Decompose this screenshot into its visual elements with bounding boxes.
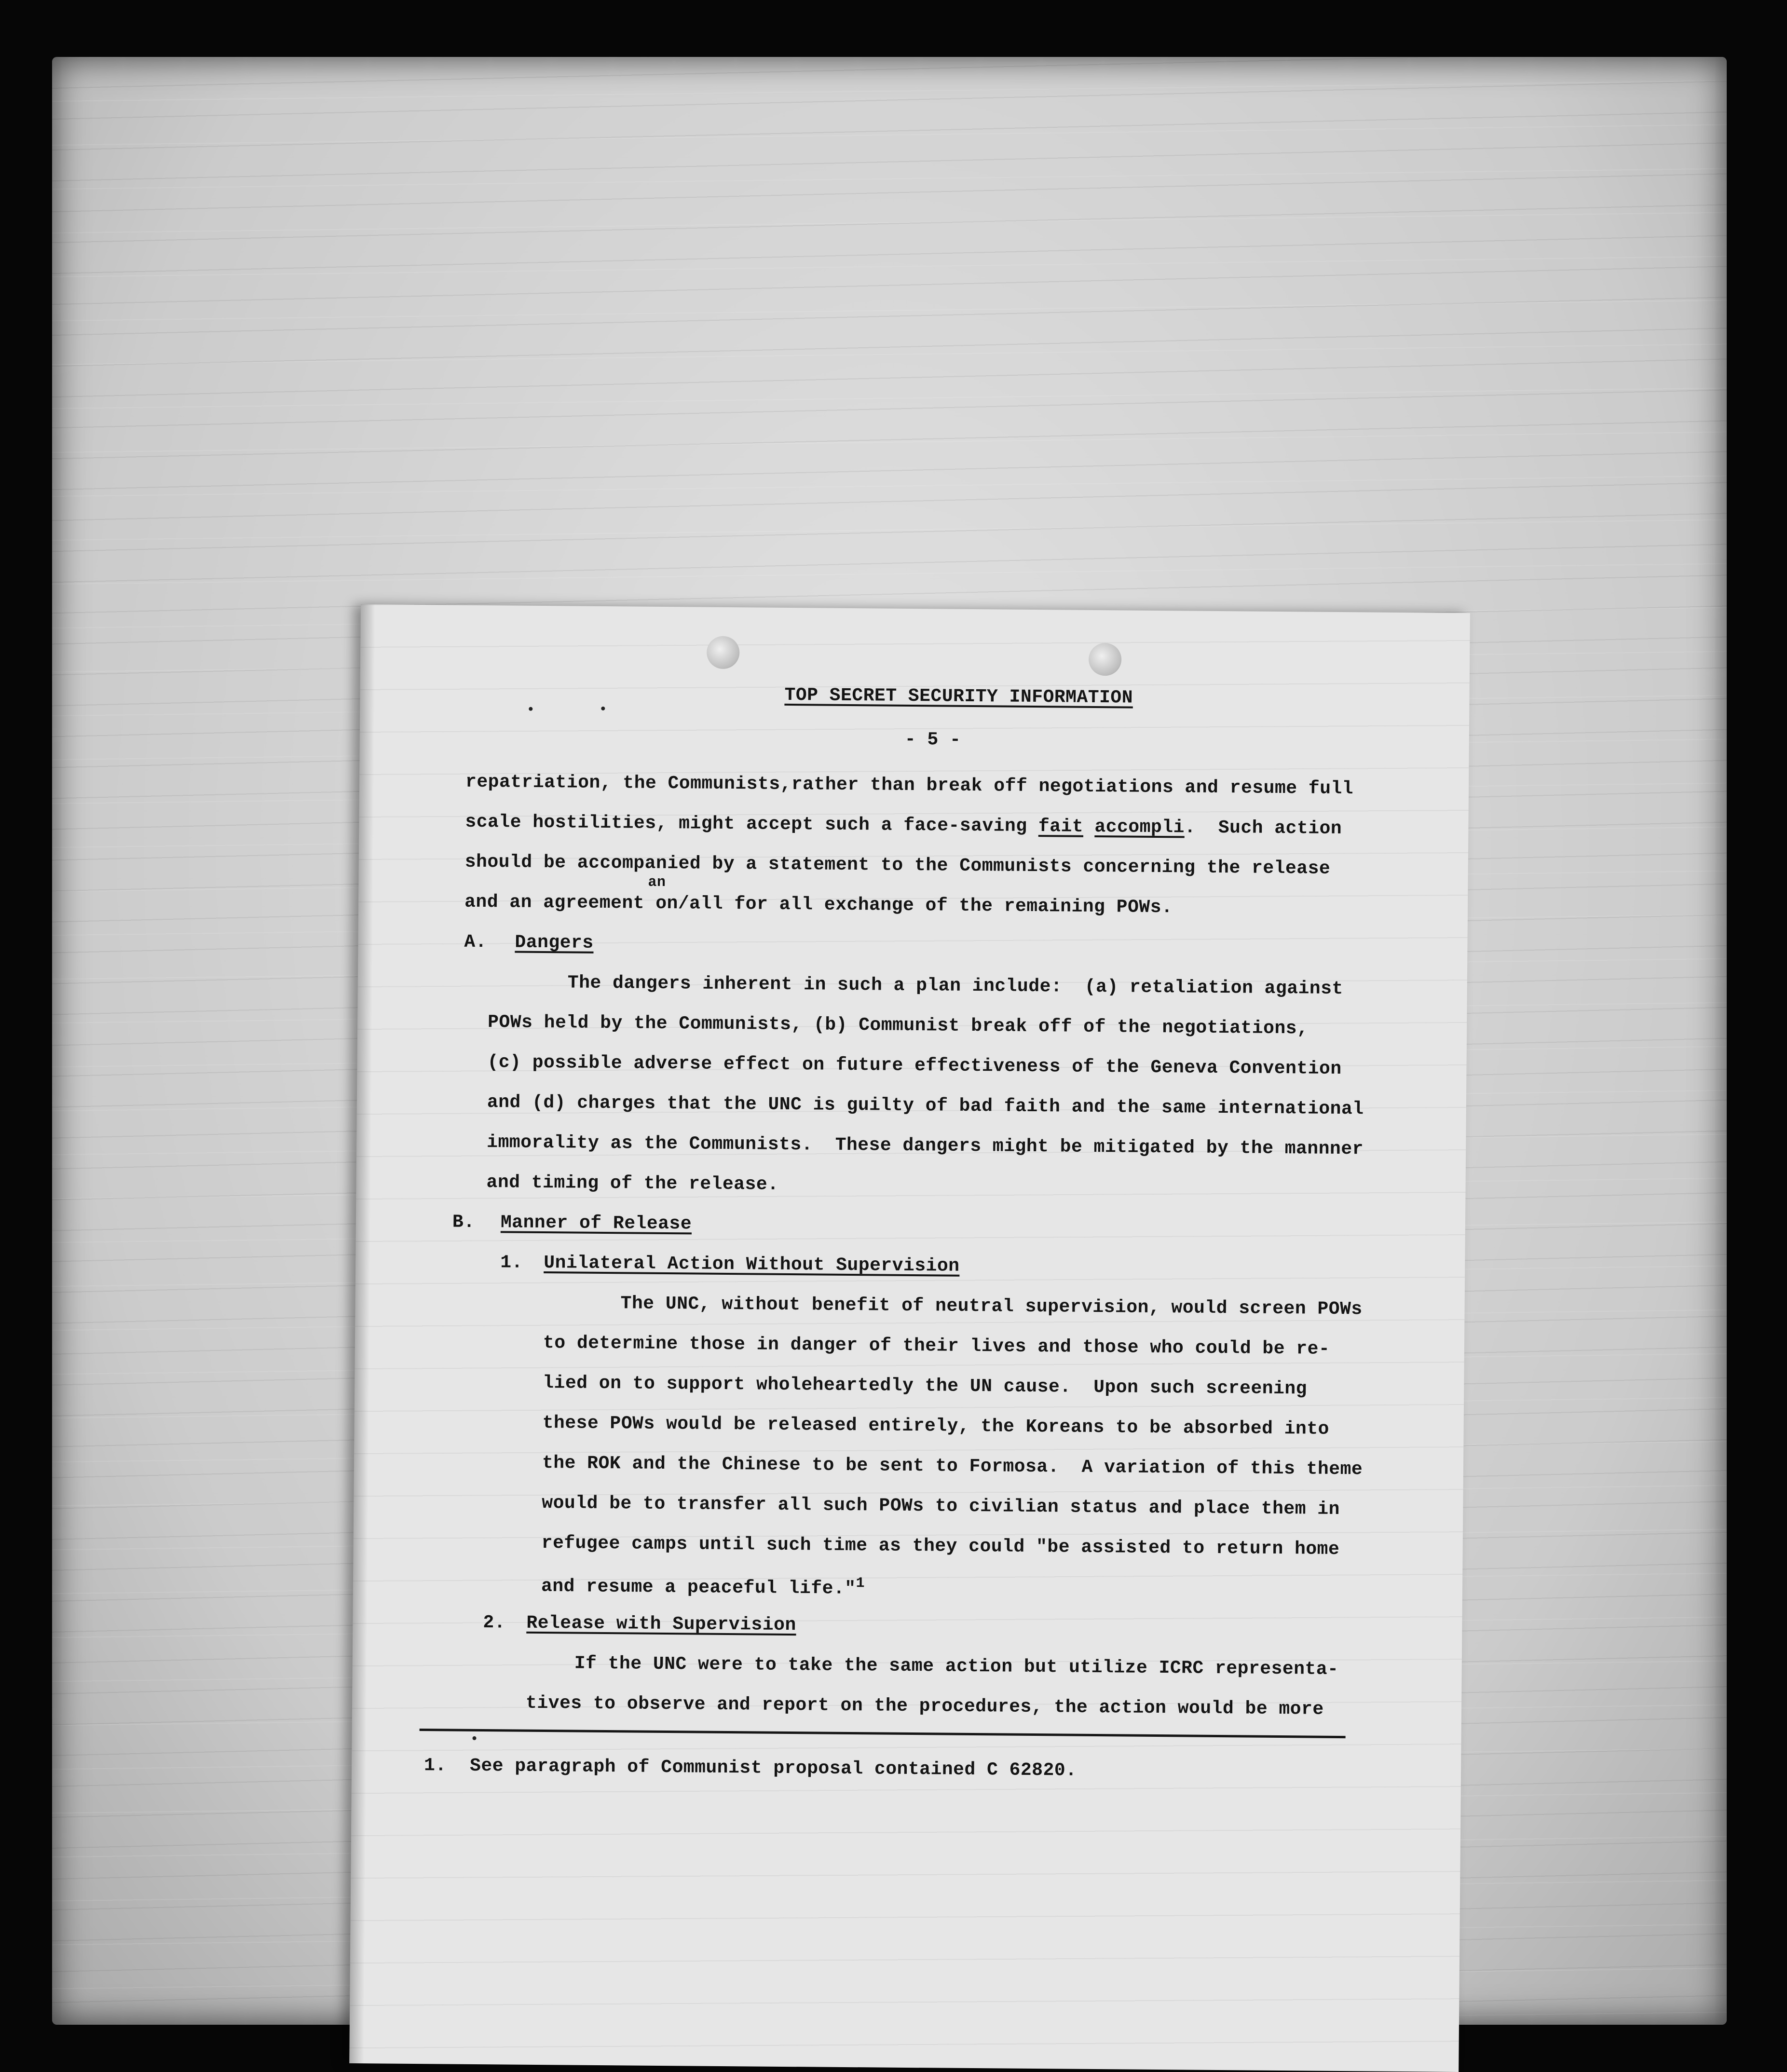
body-line: and timing of the release.: [486, 1172, 779, 1195]
page-number: - 5 -: [904, 729, 961, 750]
body-line: to determine those in danger of their lives and those who could be re-: [543, 1333, 1330, 1360]
subsection-1-heading: Unilateral Action Without Supervision: [544, 1253, 960, 1277]
body-line: the ROK and the Chinese to be sent to Formosa. A variation of this theme: [542, 1453, 1363, 1480]
footnote-reference: 1: [856, 1575, 865, 1592]
body-line: tives to observe and report on the procedures, the action would be more: [525, 1692, 1324, 1720]
body-line: and resume a peaceful life."$^1$: [541, 1575, 865, 1599]
body-line: refugee camps until such time as they could "be assisted to return home: [541, 1533, 1340, 1560]
body-line: The UNC, without benefit of neutral supervision, would screen POWs: [620, 1293, 1363, 1320]
body-line: POWs held by the Communists, (b) Communist break off of the negotiations,: [488, 1012, 1309, 1039]
section-b-heading: Manner of Release: [500, 1212, 692, 1235]
footnote-number: 1.: [423, 1755, 447, 1776]
section-b-letter: B.: [452, 1212, 475, 1233]
classification-header: TOP SECRET SECURITY INFORMATION: [784, 684, 1133, 709]
section-a-letter: A.: [464, 931, 487, 953]
body-line: The dangers inherent in such a plan include: (a) retaliation against: [567, 972, 1343, 1000]
subsection-1-number: 1.: [500, 1252, 523, 1273]
punch-hole-right: [1089, 643, 1122, 676]
body-line: would be to transfer all such POWs to civilian status and place them in: [542, 1493, 1340, 1520]
subsection-2-heading: Release with Supervision: [526, 1612, 796, 1636]
body-line: should be accompanied by a statement to the Communists concerning the release: [464, 851, 1331, 879]
body-line: If the UNC were to take the same action but utilize ICRC representa-: [574, 1653, 1339, 1680]
footnote-text: See paragraph of Communist proposal contained C 62820.: [469, 1755, 1077, 1781]
body-line: immorality as the Communists. These dangers might be mitigated by the mannner: [487, 1132, 1364, 1160]
speck: [473, 1736, 477, 1740]
microfilm-frame: [52, 57, 1727, 2025]
body-line: and (d) charges that the UNC is guilty of bad faith and the same international: [487, 1092, 1364, 1120]
body-line: scale hostilities, might accept such a face-saving fait accompli. Such action: [465, 811, 1342, 839]
body-line: these POWs would be released entirely, the Koreans to be absorbed into: [542, 1413, 1330, 1440]
subsection-2-number: 2.: [483, 1612, 506, 1634]
body-line: lied on to support wholeheartedly the UN cause. Upon such screening: [543, 1373, 1308, 1400]
document-page: [349, 604, 1470, 2072]
speck: [529, 707, 532, 711]
body-line: (c) possible adverse effect on future effectiveness of the Geneva Convention: [487, 1052, 1342, 1080]
speck: [601, 707, 605, 710]
body-line: and an agreement on/all for all exchange of the remaining POWs.: [464, 891, 1173, 918]
interlinear-insert: an: [648, 874, 666, 891]
section-a-heading: Dangers: [515, 932, 594, 954]
body-line: repatriation, the Communists,rather than break off negotiations and resume full: [465, 771, 1354, 800]
punch-hole-left: [707, 636, 740, 669]
footnote-divider: [420, 1729, 1346, 1738]
